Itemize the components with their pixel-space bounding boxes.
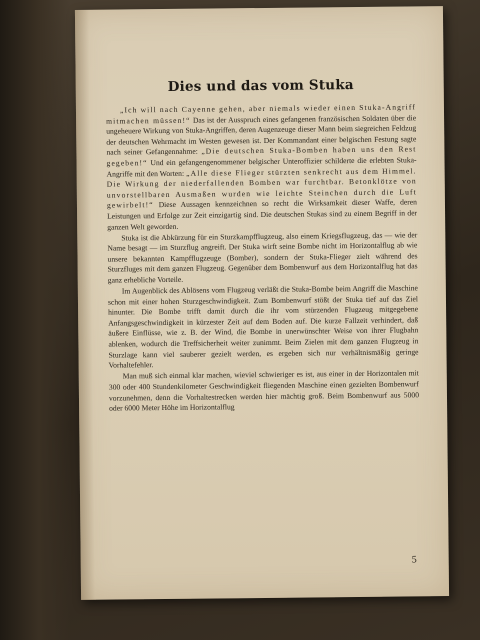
quoted-statement: „Ich will nach Cayenne gehen, aber niemals wieder einen Stuka-Angriff mitmachen müssen!“ xyxy=(106,102,417,126)
body-text: Und ein gefangengenommener belgischer Unteroffizier schilderte die erlebten Stuka-Angriffe mit den Worten: xyxy=(106,155,417,179)
quoted-statement: „Alle diese Flieger stürzten senkrecht aus dem Himmel. Die Wirkung der niederfallenden Bomben war furchtbar. Betonklötze von unvorstellbaren Ausmaßen wurden wie leichte Steinchen durch die Luft gewirbelt!“ xyxy=(106,165,417,210)
book-page xyxy=(75,6,449,600)
body-paragraph xyxy=(107,230,418,286)
body-paragraph xyxy=(108,283,419,371)
page-content xyxy=(106,76,419,414)
body-text: Im Augenblick des Ablösens vom Flugzeug verläßt die Stuka-Bombe beim Angriff die Maschine schon mit einer hohen Sturzgeschwindigkeit. Zum Bombenwurf stößt der Stuka tief auf das Ziel hinunter. Die Bombe trifft damit durch die ihr vom stürzenden Flugzeug mitgegebene Anfangsgeschwindigkeit in kürzester Zeit auf dem Boden auf. Die kurze Fallzeit verhindert, daß äußere Einflüsse, wie z. B. der Wind, die Bombe in unerwünschter Weise von ihrer Flugbahn ablenken, wodurch die Treffsicherheit weiter zunimmt. Beim Zielen mit dem ganzen Flugzeug in Sturzlage kann viel sauberer gezielt werden, es ergeben sich nur verhältnismäßig geringe Vorhaltefehler. xyxy=(107,283,419,370)
quoted-statement: „Die deutschen Stuka-Bomben haben uns den Rest gegeben!“ xyxy=(106,144,417,168)
body-text: Stuka ist die Abkürzung für ein Sturzkampfflugzeug, also einem Kriegsflugzeug, das — wie der Name besagt — im Sturzflug angreift. Der Stuka wirft seine Bombe nicht im Horizontalflug ab wie unsere bekannten Kampfflugzeuge (Bomber), sondern der Stuka-Flieger zielt während des Sturzfluges mit dem ganzen Flugzeug. Gegenüber dem Bombenwurf aus dem Horizontalflug hat das ganz erhebliche Vorteile. xyxy=(107,229,418,285)
body-text: Das ist der Ausspruch eines gefangenen französischen Soldaten über die ungeheuere Wirkung von Stuka-Angriffen, deren Augenzeuge dieser Mann beim siegreichen Feldzug der deutschen Wehrmacht im Westen gewesen ist. Der Kommandant einer belgischen Festung sagte nach seiner Gefangennahme: xyxy=(106,112,417,157)
body-text: Diese Aussagen kennzeichnen so recht die Wirksamkeit dieser Waffe, deren Leistungen und Erfolge zur Zeit einzigartig sind. Die deutschen Stukas sind zu einem Begriff in der ganzen Welt geworden. xyxy=(107,197,418,232)
page-title: Dies und das vom Stuka xyxy=(167,77,354,95)
body-text: Man muß sich einmal klar machen, wieviel schwieriger es ist, aus einer in der Horizontalen mit 300 oder 400 Stundenkilometer Geschwindigkeit fliegenden Maschine einen gezielten Bombenwurf vorzunehmen, denn die Vorhaltestrecken werden hier mächtig groß. Beim Bombenwurf aus 5000 oder 6000 Meter Höhe im Horizontalflug xyxy=(108,368,420,413)
body-paragraph xyxy=(109,369,419,415)
article-body xyxy=(106,102,419,414)
page-number: 5 xyxy=(411,554,417,566)
body-paragraph xyxy=(106,102,417,232)
book-edge-shadow xyxy=(0,0,70,640)
